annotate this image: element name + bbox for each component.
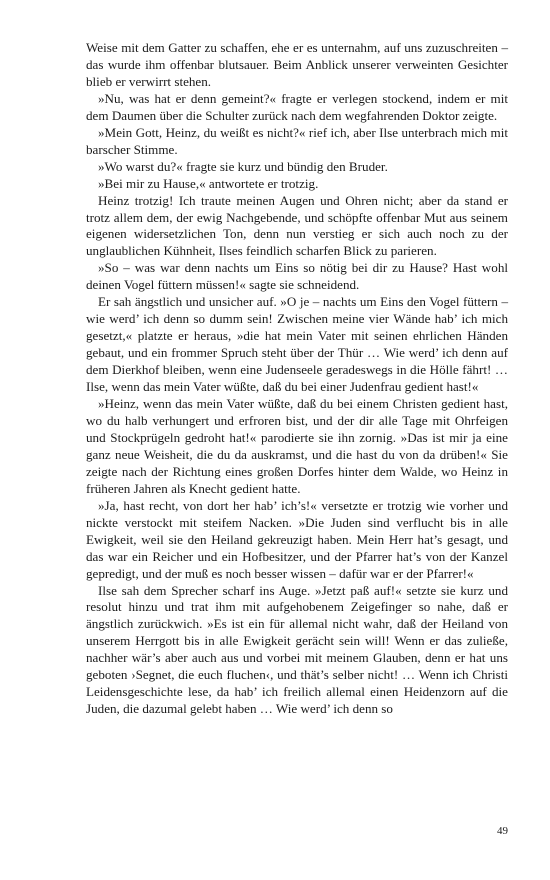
paragraph: Ilse sah dem Sprecher scharf ins Auge. »Jetzt paß auf!« setzte sie kurz und resolut hinzu und trat ihm mit aufgehobenem Zeigefinger so nahe, daß er ängstlich zurückwich. »Es ist ein für allemal nicht wahr, daß der Heiland von unserem Herrgott bis in alle Ewigkeit gerächt sein will! Wenn er das zuließe, nachher wär’s aber auch aus und vorbei mit meinem Glauben, denn er hat uns geboten ›Segnet, die euch fluchen‹, und thät’s selber nicht! … Wenn ich Christi Leidensgeschichte lese, da hab’ ich freilich allemal einen Heidenzorn auf die Juden, die dazumal gelebt haben … Wie werd’ ich denn so: [86, 582, 508, 717]
page-number: 49: [497, 825, 508, 837]
paragraph: »Nu, was hat er denn gemeint?« fragte er verlegen stockend, indem er mit dem Daumen über die Schulter zurück nach dem wegfahrenden Doktor zeigte.: [86, 90, 508, 123]
paragraph: »So – was war denn nachts um Eins so nötig bei dir zu Hause? Hast wohl deinen Vogel füttern müssen!« sagte sie schneidend.: [86, 260, 508, 293]
paragraph: Heinz trotzig! Ich traute meinen Augen und Ohren nicht; aber da stand er trotz allem dem, der ewig Nachgebende, und schöpfte offenbar Mut aus seinem eigenen widersetzlichen Ton, denn nun verstieg er sich auch noch zu der unglaublichen Kühnheit, Ilses feindlich scharfen Blick zu parieren.: [86, 192, 508, 259]
body-text: [86, 40, 508, 718]
paragraph: »Mein Gott, Heinz, du weißt es nicht?« rief ich, aber Ilse unterbrach mich mit barscher Stimme.: [86, 124, 508, 157]
paragraph: Weise mit dem Gatter zu schaffen, ehe er es unternahm, auf uns zuzuschreiten – das wurde ihm offenbar blutsauer. Beim Anblick unserer verweinten Gesichter blieb er verwirrt stehen.: [86, 40, 508, 89]
paragraph: »Wo warst du?« fragte sie kurz und bündig den Bruder.: [98, 158, 388, 174]
paragraph: »Bei mir zu Hause,« antwortete er trotzig.: [98, 175, 319, 191]
paragraph: Er sah ängstlich und unsicher auf. »O je – nachts um Eins den Vogel füttern – wie werd’ ich denn so dumm sein! Zwischen meine vier Wände hab’ ich mich gesetzt,« platzte er heraus, »die hat mein Vater mit seinen ehrlichen Händen gebaut, und ein frommer Spruch steht über der Thür … Wie werd’ ich denn auf dem Dierkhof bleiben, wenn eine Judenseele geradeswegs in die Hölle fährt! … Ilse, wenn das mein Vater wüßte, daß du bei einer Judenfrau gedient hast!«: [86, 294, 508, 395]
paragraph: »Heinz, wenn das mein Vater wüßte, daß du bei einem Christen gedient hast, wo du halb verhungert und erfroren bist, und der dir alle Tage mit Ohrfeigen und Stockprügeln gedroht hat!« parodierte sie ihn zornig. »Das ist mir ja eine ganz neue Weisheit, die du da auskramst, und die hast du von da drüben!« Sie zeigte nach der Richtung eines großen Dorfes hinter dem Walde, wo Heinz in früheren Jahren als Knecht gedient hatte.: [86, 396, 508, 496]
paragraph: »Ja, hast recht, von dort her hab’ ich’s!« versetzte er trotzig wie vorher und nickte verstockt mit steifem Nacken. »Die Juden sind verflucht bis in alle Ewigkeit, weil sie den Heiland gekreuzigt haben. Mein Herr hat’s gesagt, und das war ein Reicher und ein Hofbesitzer, und der Pfarrer hat’s von der Kanzel gepredigt, und der muß es noch besser wissen – dafür war er der Pfarrer!«: [86, 497, 508, 581]
